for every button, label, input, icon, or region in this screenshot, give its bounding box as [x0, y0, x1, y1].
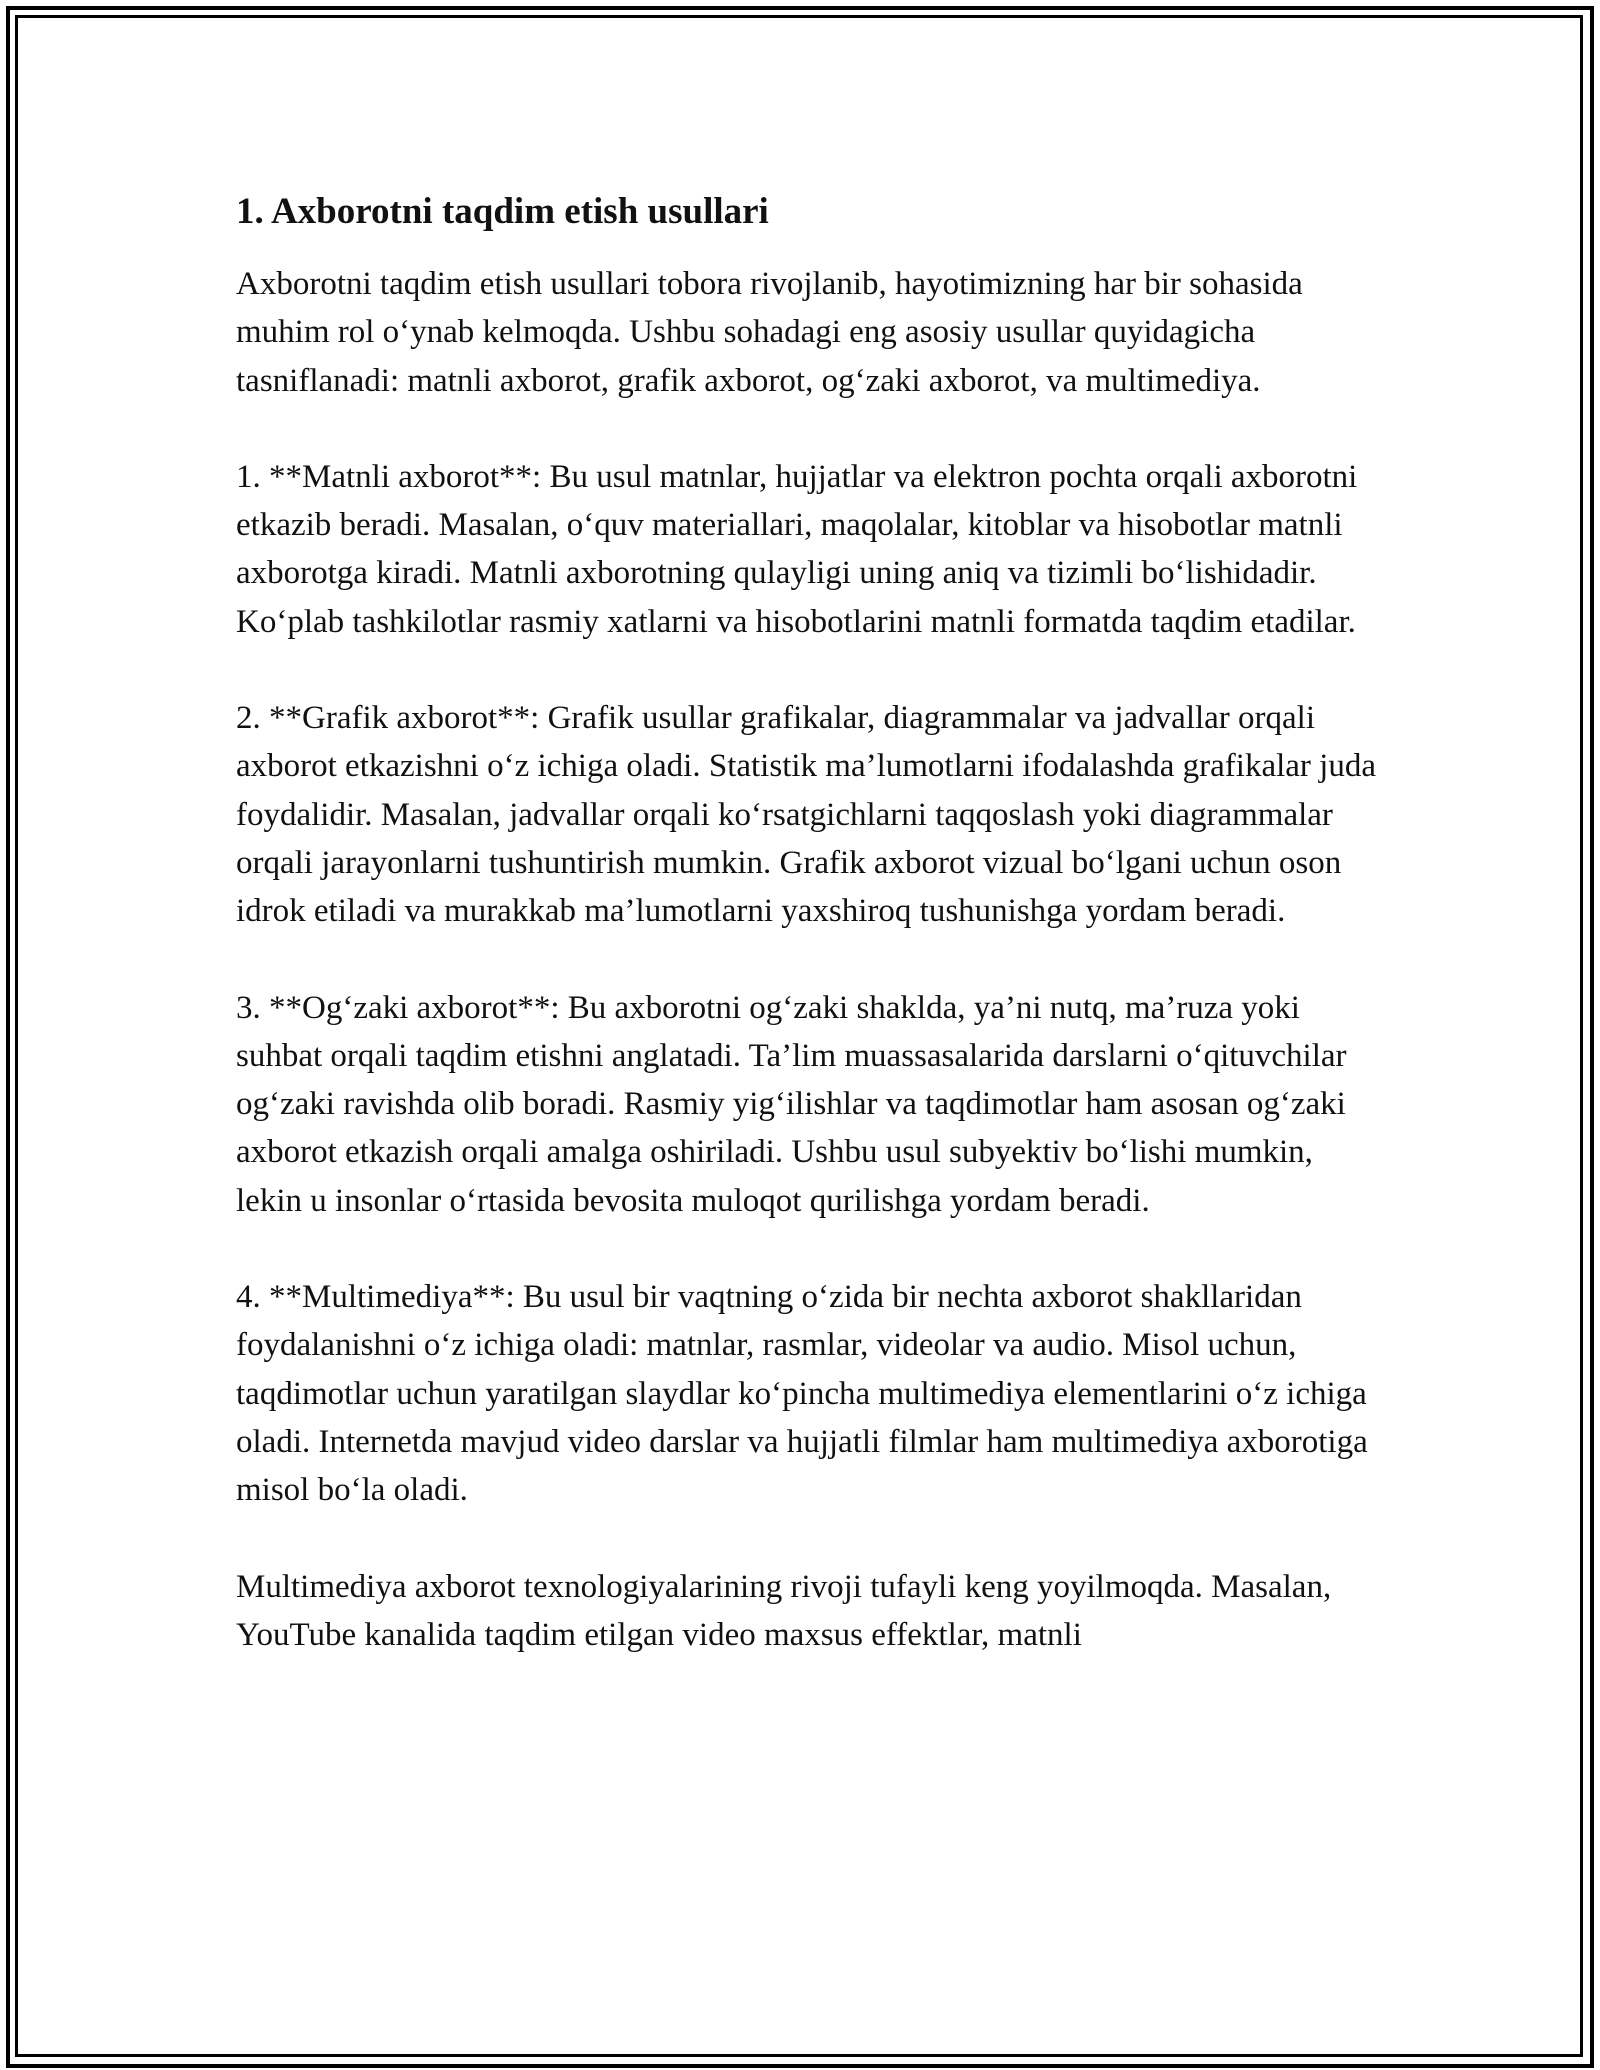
section-heading: 1. Axborotni taqdim etish usullari [236, 191, 769, 232]
text-info-paragraph: 1. **Matnli axborot**: Bu usul matnlar, hujjatlar va elektron pochta orqali axborotni etkazib beradi. Masalan, o‘quv materiallari, maqolalar, kitoblar va hisobotlar matnli axborotga kiradi. Matnli axborotning qulayligi uning aniq va tizimli bo‘lishidadir. Ko‘plab tashkilotlar rasmiy xatlarni va hisobotlarini matnli formatda taqdim etadilar. [236, 458, 1358, 640]
closing-paragraph: Multimediya axborot texnologiyalarining rivoji tufayli keng yoyilmoqda. Masalan, YouTube kanalida taqdim etilgan video maxsus effektlar, matnli [236, 1568, 1332, 1653]
multimedia-paragraph: 4. **Multimediya**: Bu usul bir vaqtning o‘zida bir nechta axborot shakllaridan foydalanishni o‘z ichiga oladi: matnlar, rasmlar, videolar va audio. Misol uchun, taqdimotlar uchun yaratilgan slaydlar ko‘pincha multimediya elementlarini o‘z ichiga oladi. Internetda mavjud video darslar va hujjatli filmlar ham multimediya axborotiga misol bo‘la oladi. [236, 1279, 1368, 1509]
oral-info-paragraph: 3. **Og‘zaki axborot**: Bu axborotni og‘zaki shaklda, ya’ni nutq, ma’ruza yoki suhbat orqali taqdim etishni anglatadi. Ta’lim muassasalarida darslarni o‘qituvchilar og‘zaki ravishda olib boradi. Rasmiy yig‘ilishlar va taqdimotlar ham asosan og‘zaki axborot etkazish orqali amalga oshiriladi. Ushbu usul subyektiv bo‘lishi mumkin, lekin u insonlar o‘rtasida bevosita muloqot qurilishga yordam beradi. [236, 989, 1347, 1219]
graphic-info-paragraph: 2. **Grafik axborot**: Grafik usullar grafikalar, diagrammalar va jadvallar orqali axborot etkazishni o‘z ichiga oladi. Statistik ma’lumotlarni ifodalashda grafikalar juda foydalidir. Masalan, jadvallar orqali ko‘rsatgichlarni taqqoslash yoki diagrammalar orqali jarayonlarni tushuntirish mumkin. Grafik axborot vizual bo‘lgani uchun oson idrok etiladi va murakkab ma’lumotlarni yaxshiroq tushunishga yordam beradi. [236, 700, 1376, 930]
intro-paragraph: Axborotni taqdim etish usullari tobora rivojlanib, hayotimizning har bir sohasida muhim rol o‘ynab kelmoqda. Ushbu sohadagi eng asosiy usullar quyidagicha tasniflanadi: matnli axborot, grafik axborot, og‘zaki axborot, va multimediya. [236, 266, 1303, 399]
document-body [236, 188, 1376, 1707]
